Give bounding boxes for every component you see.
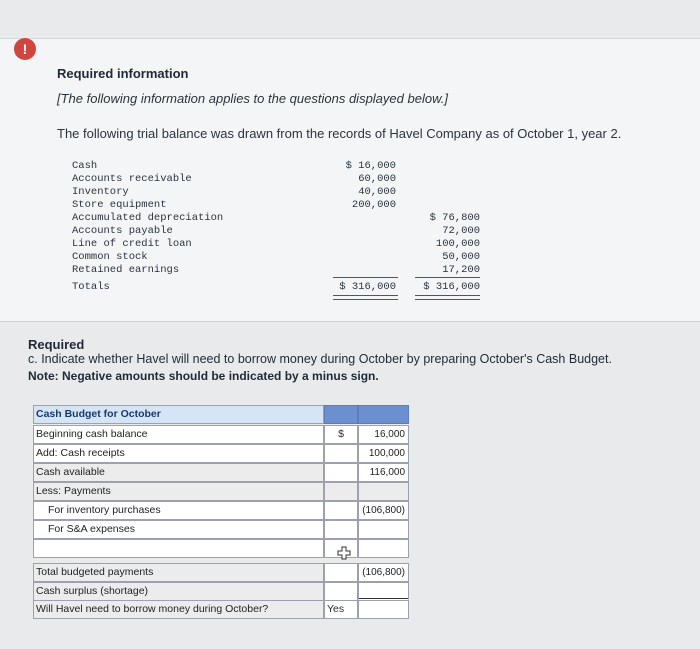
tb-debit: 200,000 <box>351 199 396 211</box>
tb-label: Cash <box>72 160 98 172</box>
row-value-cell <box>358 482 409 501</box>
table-row <box>33 539 409 558</box>
table-row <box>33 463 409 482</box>
tb-label: Accounts payable <box>72 225 173 237</box>
tb-debit: 60,000 <box>358 173 396 185</box>
table-row <box>33 520 409 539</box>
plus-icon[interactable] <box>337 546 351 560</box>
row-dollar-cell <box>324 520 358 539</box>
tb-debit: 40,000 <box>358 186 396 198</box>
header-dollar-cell <box>324 405 358 424</box>
tb-label: Store equipment <box>72 199 167 211</box>
cash-budget-table <box>33 405 409 617</box>
row-dollar-cell <box>324 444 358 463</box>
row-label-input[interactable]: Add: Cash receipts <box>33 444 324 463</box>
row-label: Less: Payments <box>33 482 324 501</box>
tb-label: Common stock <box>72 251 148 263</box>
credit-double-underline <box>415 295 480 300</box>
table-header-row <box>33 405 409 424</box>
required-note: Note: Negative amounts should be indicated by a minus sign. <box>28 369 379 383</box>
row-label: Cash available <box>33 463 324 482</box>
required-part-c: c. Indicate whether Havel will need to borrow money during October by preparing October's Cash Budget. <box>28 352 612 366</box>
row-value-input[interactable]: 100,000 <box>358 444 409 463</box>
row-dollar-cell <box>324 463 358 482</box>
table-row <box>33 425 409 444</box>
row-value-input[interactable] <box>358 520 409 539</box>
row-value-input[interactable]: (106,800) <box>358 501 409 520</box>
row-value-input[interactable]: 116,000 <box>358 463 409 482</box>
row-value-input[interactable] <box>358 539 409 558</box>
debit-underline <box>333 277 398 278</box>
row-label-input[interactable] <box>33 539 324 558</box>
tb-totals-label: Totals <box>72 281 110 293</box>
tb-label: Retained earnings <box>72 264 180 276</box>
tb-totals-credit: $ 316,000 <box>423 281 480 293</box>
alert-icon: ! <box>14 38 36 60</box>
table-row <box>33 482 409 501</box>
credit-underline <box>415 277 480 278</box>
row-label: Cash surplus (shortage) <box>33 582 324 601</box>
table-row <box>33 582 409 601</box>
header-value-cell <box>358 405 409 424</box>
table-row <box>33 563 409 582</box>
table-row <box>33 600 409 619</box>
debit-double-underline <box>333 295 398 300</box>
row-label-input[interactable]: For S&A expenses <box>33 520 324 539</box>
row-dollar-cell <box>324 582 358 601</box>
cash-budget-title: Cash Budget for October <box>33 405 324 424</box>
row-dollar-cell <box>324 563 358 582</box>
table-row <box>33 501 409 520</box>
info-note: [The following information applies to the questions displayed below.] <box>57 91 448 106</box>
intro-text: The following trial balance was drawn from the records of Havel Company as of October 1, year 2. <box>57 126 622 141</box>
borrow-answer-select[interactable]: Yes <box>324 600 358 619</box>
row-dollar-cell: $ <box>324 425 358 444</box>
row-label-input[interactable]: For inventory purchases <box>33 501 324 520</box>
row-label: Total budgeted payments <box>33 563 324 582</box>
row-value-input[interactable]: 16,000 <box>358 425 409 444</box>
row-dollar-cell <box>324 482 358 501</box>
row-value-cell <box>358 600 409 619</box>
tb-label: Accumulated depreciation <box>72 212 224 224</box>
tb-debit: $ 16,000 <box>345 160 396 172</box>
tb-credit: 100,000 <box>435 238 480 250</box>
tb-label: Inventory <box>72 186 129 198</box>
tb-credit: 50,000 <box>442 251 480 263</box>
tb-label: Accounts receivable <box>72 173 192 185</box>
required-heading: Required <box>28 337 85 352</box>
tb-label: Line of credit loan <box>72 238 192 250</box>
row-label: Will Havel need to borrow money during October? <box>33 600 324 619</box>
row-label-input[interactable]: Beginning cash balance <box>33 425 324 444</box>
row-dollar-cell <box>324 501 358 520</box>
tb-totals-debit: $ 316,000 <box>339 281 396 293</box>
row-value-input[interactable] <box>358 582 409 601</box>
table-row <box>33 444 409 463</box>
tb-credit: 17,200 <box>442 264 480 276</box>
required-info-title: Required information <box>57 66 189 81</box>
row-value-input[interactable]: (106,800) <box>358 563 409 582</box>
tb-credit: $ 76,800 <box>429 212 480 224</box>
tb-credit: 72,000 <box>442 225 480 237</box>
